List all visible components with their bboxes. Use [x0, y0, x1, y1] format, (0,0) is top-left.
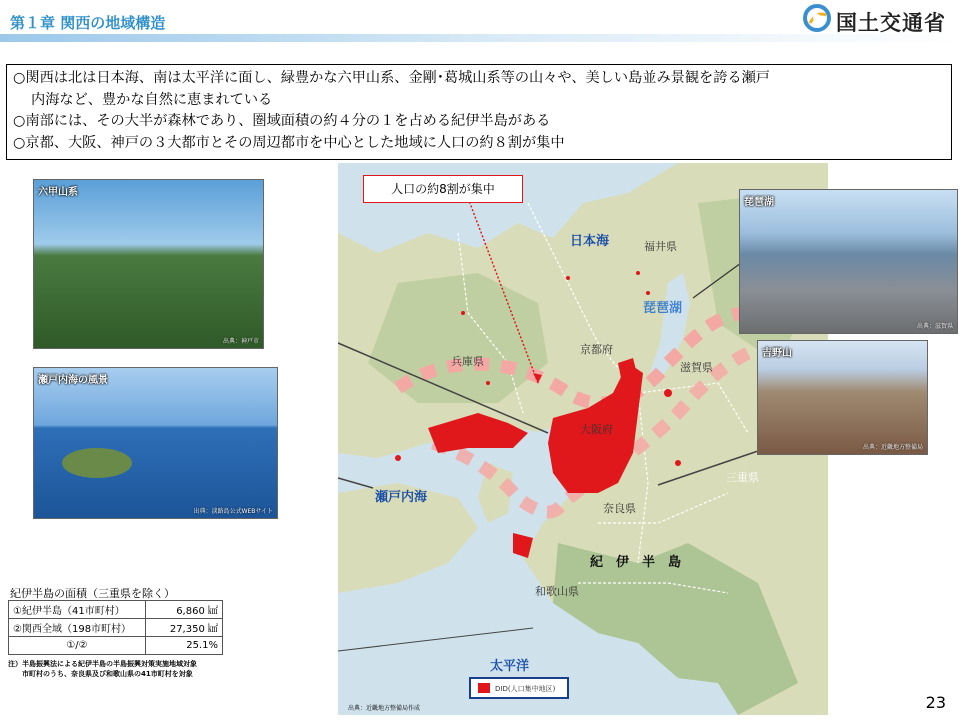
population-callout: 人口の約8割が集中 [363, 175, 523, 203]
map-source: 出典：近畿地方整備局作成 [348, 705, 421, 712]
setonaikai-label: 瀬戸内海 [375, 490, 428, 505]
photo-credit: 出典：淡路島公式WEBサイト [193, 508, 273, 515]
logo-text: 国土交通省 [836, 11, 946, 35]
did-legend: DID(人口集中地区) [495, 685, 556, 693]
summary-line: ○関西は北は日本海、南は太平洋に面し、緑豊かな六甲山系、金剛･葛城山系等の山々や、美しい島並み景観を誇る瀬戸 [13, 70, 770, 86]
table-cell: ①/② [9, 637, 146, 655]
photo-label: 六甲山系 [38, 187, 78, 198]
island-shape [62, 448, 132, 478]
fukui-label: 福井県 [644, 240, 677, 253]
photo-label: 吉野山 [762, 348, 792, 359]
area-table [8, 600, 223, 655]
hyogo-label: 兵庫県 [451, 355, 484, 368]
header [0, 0, 960, 44]
mlit-emblem-icon [802, 3, 832, 33]
table-cell: 6,860 ㎢ [146, 601, 223, 619]
table-cell: ②関西全域（198市町村） [9, 619, 146, 637]
header-divider [0, 34, 960, 42]
photo-credit: 出典：滋賀県 [916, 323, 953, 330]
photo-yoshino [757, 340, 928, 455]
summary-line: ○南部には、その大半が森林であり、圏域面積の約４分の１を占める紀伊半島がある [13, 113, 551, 129]
summary-box [6, 64, 952, 160]
sea-japan-label: 日本海 [570, 234, 610, 249]
note-line: 注）半島振興法による紀伊半島の半島振興対策実施地域対象 [8, 660, 197, 668]
photo-credit: 出典：神戸市 [222, 338, 259, 345]
summary-line: 内海など、豊かな自然に恵まれている [31, 91, 273, 108]
summary-line: ○京都、大阪、神戸の３大都市とその周辺都市を中心とした地域に人口の約８割が集中 [13, 134, 565, 151]
page-number: 23 [925, 693, 946, 712]
note-line: 市町村のうち、奈良県及び和歌山県の41市町村を対象 [22, 670, 193, 678]
photo-rokko [33, 179, 264, 349]
table-cell: 25.1% [146, 637, 223, 655]
area-table-title: 紀伊半島の面積（三重県を除く） [10, 587, 175, 600]
mlit-logo [802, 3, 952, 35]
osaka-label: 大阪府 [580, 423, 613, 436]
kii-label: 紀 伊 半 島 [590, 555, 682, 570]
photo-setonaikai [33, 367, 278, 519]
table-cell: 27,350 ㎢ [146, 619, 223, 637]
pacific-label: 太平洋 [490, 659, 530, 674]
shiga-label: 滋賀県 [680, 361, 713, 374]
table-row [9, 601, 223, 619]
biwa-label: 琵琶湖 [643, 301, 683, 316]
page-title: 第１章 関西の地域構造 [10, 14, 166, 32]
photo-label: 琵琶湖 [744, 197, 774, 208]
wakayama-label: 和歌山県 [535, 585, 579, 598]
table-note [8, 659, 197, 679]
kyoto-label: 京都府 [580, 343, 613, 356]
nara-label: 奈良県 [603, 502, 636, 515]
photo-credit: 出典：近畿地方整備局 [862, 444, 923, 451]
photo-biwako [739, 189, 958, 334]
table-row [9, 619, 223, 637]
mie-label: 三重県 [726, 471, 759, 484]
table-cell: ①紀伊半島（41市町村） [9, 601, 146, 619]
photo-label: 瀬戸内海の風景 [38, 375, 108, 386]
table-row [9, 637, 223, 655]
